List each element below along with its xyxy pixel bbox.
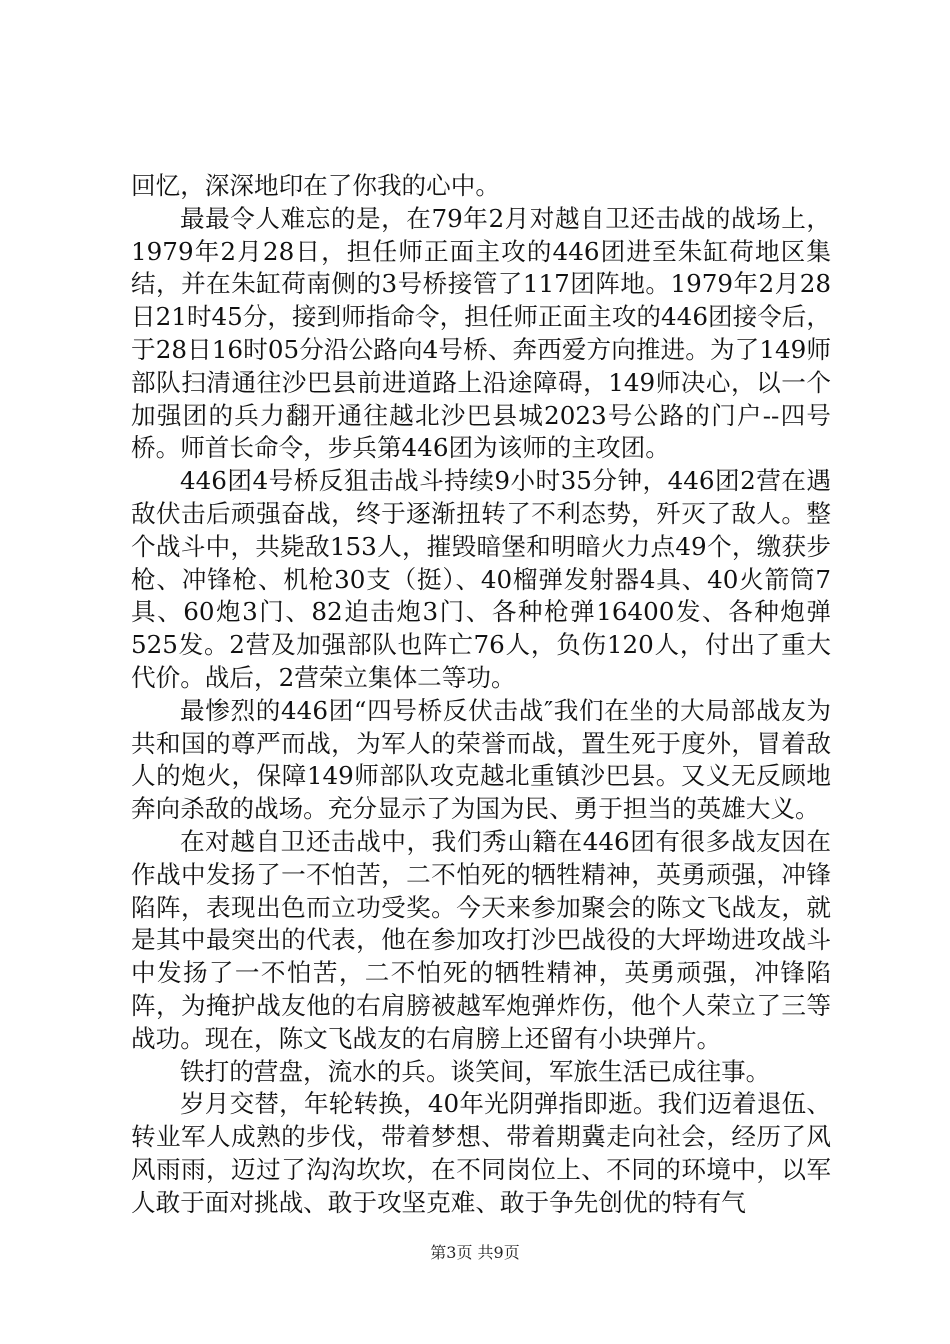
paragraph: 最最令人难忘的是，在79年2月对越自卫还击战的战场上，1979年2月28日，担任师正面主攻的446团进至朱缸荷地区集结，并在朱缸荷南侧的3号桥接管了117团阵地。1979年2月28日21时45分，接到师指命令，担任师正面主攻的446团接令后，于28日16时05分沿公路向4号桥、奔西爱方向推进。为了149师部队扫清通往沙巴县前进道路上沿途障碍，149师决心，以一个加强团的兵力翻开通往越北沙巴县城2023号公路的门户--四号桥。师首长命令，步兵第446团为该师的主攻团。 [131, 203, 831, 463]
paragraph: 在对越自卫还击战中，我们秀山籍在446团有很多战友因在作战中发扬了一不怕苦，二不怕死的牺牲精神，英勇顽强，冲锋陷阵，表现出色而立功受奖。今天来参加聚会的陈文飞战友，就是其中最突出的代表，他在参加攻打沙巴战役的大坪坳进攻战斗中发扬了一不怕苦，二不怕死的牺牲精神，英勇顽强，冲锋陷阵，为掩护战友他的右肩膀被越军炮弹炸伤，他个人荣立了三等战功。现在，陈文飞战友的右肩膀上还留有小块弹片。 [131, 826, 831, 1053]
page-number-footer: 第3页 共9页 [430, 1243, 520, 1262]
document-body [131, 170, 831, 1220]
paragraph: 446团4号桥反狙击战斗持续9小时35分钟，446团2营在遇敌伏击后顽强奋战，终于逐渐扭转了不利态势，歼灭了敌人。整个战斗中，共毙敌153人，摧毁暗堡和明暗火力点49个，缴获步枪、冲锋枪、机枪30支（挺）、40榴弹发射器4具、40火箭筒7具、60炮3门、82迫击炮3门、各种枪弹16400发、各种炮弹525发。2营及加强部队也阵亡76人，负伤120人，付出了重大代价。战后，2营荣立集体二等功。 [131, 466, 831, 692]
paragraph: 最惨烈的446团“四号桥反伏击战″我们在坐的大局部战友为共和国的尊严而战，为军人的荣誉而战，置生死于度外，冒着敌人的炮火，保障149师部队攻克越北重镇沙巴县。又义无反顾地奔向杀敌的战场。充分显示了为国为民、勇于担当的英雄大义。 [131, 695, 831, 824]
paragraph-continuation: 回忆，深深地印在了你我的心中。 [131, 171, 500, 200]
paragraph: 岁月交替，年轮转换，40年光阴弹指即逝。我们迈着退伍、转业军人成熟的步伐，带着梦想、带着期冀走向社会，经历了风风雨雨，迈过了沟沟坎坎，在不同岗位上、不同的环境中，以军人敢于面对挑战、敢于攻坚克难、敢于争先创优的特有气 [131, 1089, 831, 1217]
paragraph: 铁打的营盘，流水的兵。谈笑间，军旅生活已成往事。 [180, 1056, 771, 1086]
